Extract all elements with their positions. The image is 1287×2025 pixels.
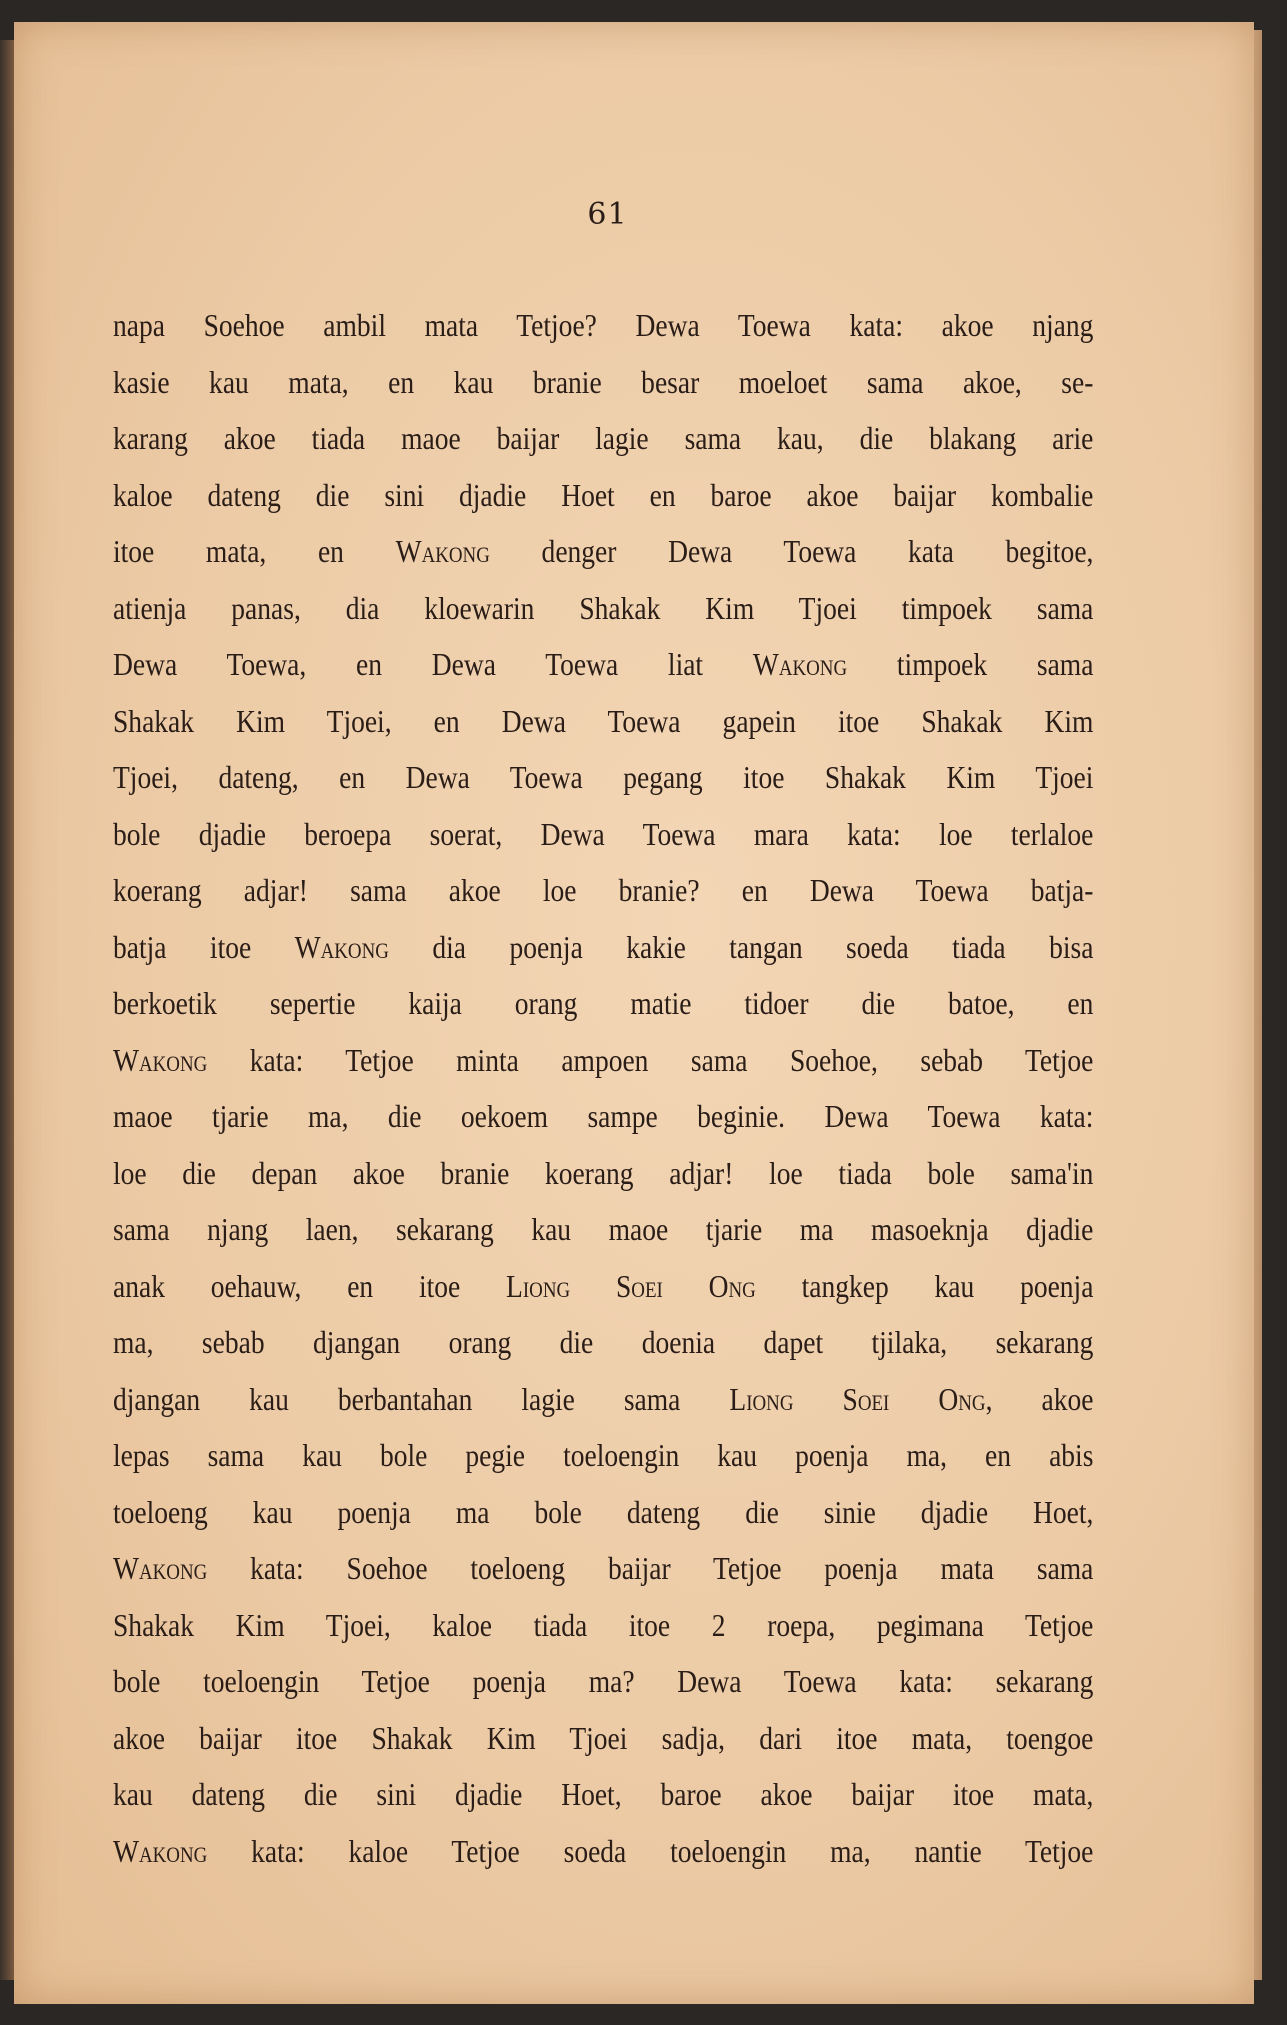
- text-line: sama njang laen, sekarang kau maoe tjarie ma masoeknja djadie: [113, 1211, 1094, 1247]
- text-line: loe die depan akoe branie koerang adjar! loe tiada bole sama'in: [113, 1154, 1094, 1191]
- text-line: Wakong kata: Soehoe toeloeng baijar Tetjoe poenja mata sama: [113, 1550, 1094, 1586]
- text-line: karang akoe tiada maoe baijar lagie sama kau, die blakang arie: [113, 420, 1094, 456]
- text-line: napa Soehoe ambil mata Tetjoe? Dewa Toewa kata: akoe njang: [113, 307, 1094, 343]
- text-line: anak oehauw, en itoe Liong Soei Ong tangkep kau poenja: [113, 1267, 1094, 1304]
- book-page: [14, 22, 1254, 2004]
- text-line: kau dateng die sini djadie Hoet, baroe akoe baijar itoe mata,: [113, 1776, 1094, 1812]
- text-line: berkoetik sepertie kaija orang matie tidoer die batoe, en: [113, 985, 1094, 1021]
- name-smallcaps: Soei: [842, 1380, 890, 1417]
- text-line: atienja panas, dia kloewarin Shakak Kim Tjoei timpoek sama: [113, 589, 1094, 626]
- text-line: toeloeng kau poenja ma bole dateng die sinie djadie Hoet,: [113, 1493, 1094, 1530]
- name-smallcaps: Ong: [708, 1267, 756, 1304]
- text-line: bole toeloengin Tetjoe poenja ma? Dewa Toewa kata: sekarang: [113, 1663, 1094, 1699]
- name-smallcaps: Ong: [938, 1380, 986, 1417]
- name-smallcaps: Wakong: [113, 1550, 208, 1586]
- name-smallcaps: Wakong: [113, 1041, 208, 1078]
- name-smallcaps: Wakong: [395, 533, 490, 569]
- text-line: akoe baijar itoe Shakak Kim Tjoei sadja, dari itoe mata, toengoe: [113, 1719, 1094, 1756]
- name-smallcaps: Liong: [506, 1267, 571, 1304]
- text-line: Wakong kata: Tetjoe minta ampoen sama Soehoe, sebab Tetjoe: [113, 1041, 1094, 1078]
- text-line: djangan kau berbantahan lagie sama Liong Soei Ong, akoe: [113, 1380, 1094, 1417]
- text-line: kasie kau mata, en kau branie besar moeloet sama akoe, se-: [113, 363, 1094, 400]
- text-line: Shakak Kim Tjoei, en Dewa Toewa gapein itoe Shakak Kim: [113, 702, 1094, 739]
- text-line: ma, sebab djangan orang die doenia dapet tjilaka, sekarang: [113, 1324, 1094, 1360]
- text-line: itoe mata, en Wakong denger Dewa Toewa kata begitoe,: [113, 533, 1094, 569]
- text-line: Shakak Kim Tjoei, kaloe tiada itoe 2 roepa, pegimana Tetjoe: [113, 1606, 1094, 1643]
- text-line: Tjoei, dateng, en Dewa Toewa pegang itoe Shakak Kim Tjoei: [113, 759, 1094, 795]
- name-smallcaps: Wakong: [294, 928, 389, 965]
- text-line: batja itoe Wakong dia poenja kakie tangan soeda tiada bisa: [113, 928, 1094, 965]
- name-smallcaps: Liong: [729, 1380, 794, 1417]
- name-smallcaps: Soei: [615, 1267, 663, 1304]
- text-line: Wakong kata: kaloe Tetjoe soeda toeloengin ma, nantie Tetjoe: [113, 1832, 1094, 1869]
- text-line: kaloe dateng die sini djadie Hoet en baroe akoe baijar kombalie: [113, 476, 1094, 513]
- text-line: lepas sama kau bole pegie toeloengin kau poenja ma, en abis: [113, 1437, 1094, 1473]
- name-smallcaps: Wakong: [113, 1832, 208, 1869]
- page-number: 61: [587, 197, 628, 232]
- text-line: maoe tjarie ma, die oekoem sampe beginie. Dewa Toewa kata:: [113, 1098, 1094, 1134]
- text-line: bole djadie beroepa soerat, Dewa Toewa mara kata: loe terlaloe: [113, 815, 1094, 852]
- book-spine: [0, 40, 14, 1980]
- text-line: koerang adjar! sama akoe loe branie? en Dewa Toewa batja-: [113, 872, 1094, 908]
- name-smallcaps: Wakong: [752, 646, 848, 682]
- text-line: Dewa Toewa, en Dewa Toewa liat Wakong timpoek sama: [113, 646, 1094, 682]
- body-text: [113, 297, 1093, 1879]
